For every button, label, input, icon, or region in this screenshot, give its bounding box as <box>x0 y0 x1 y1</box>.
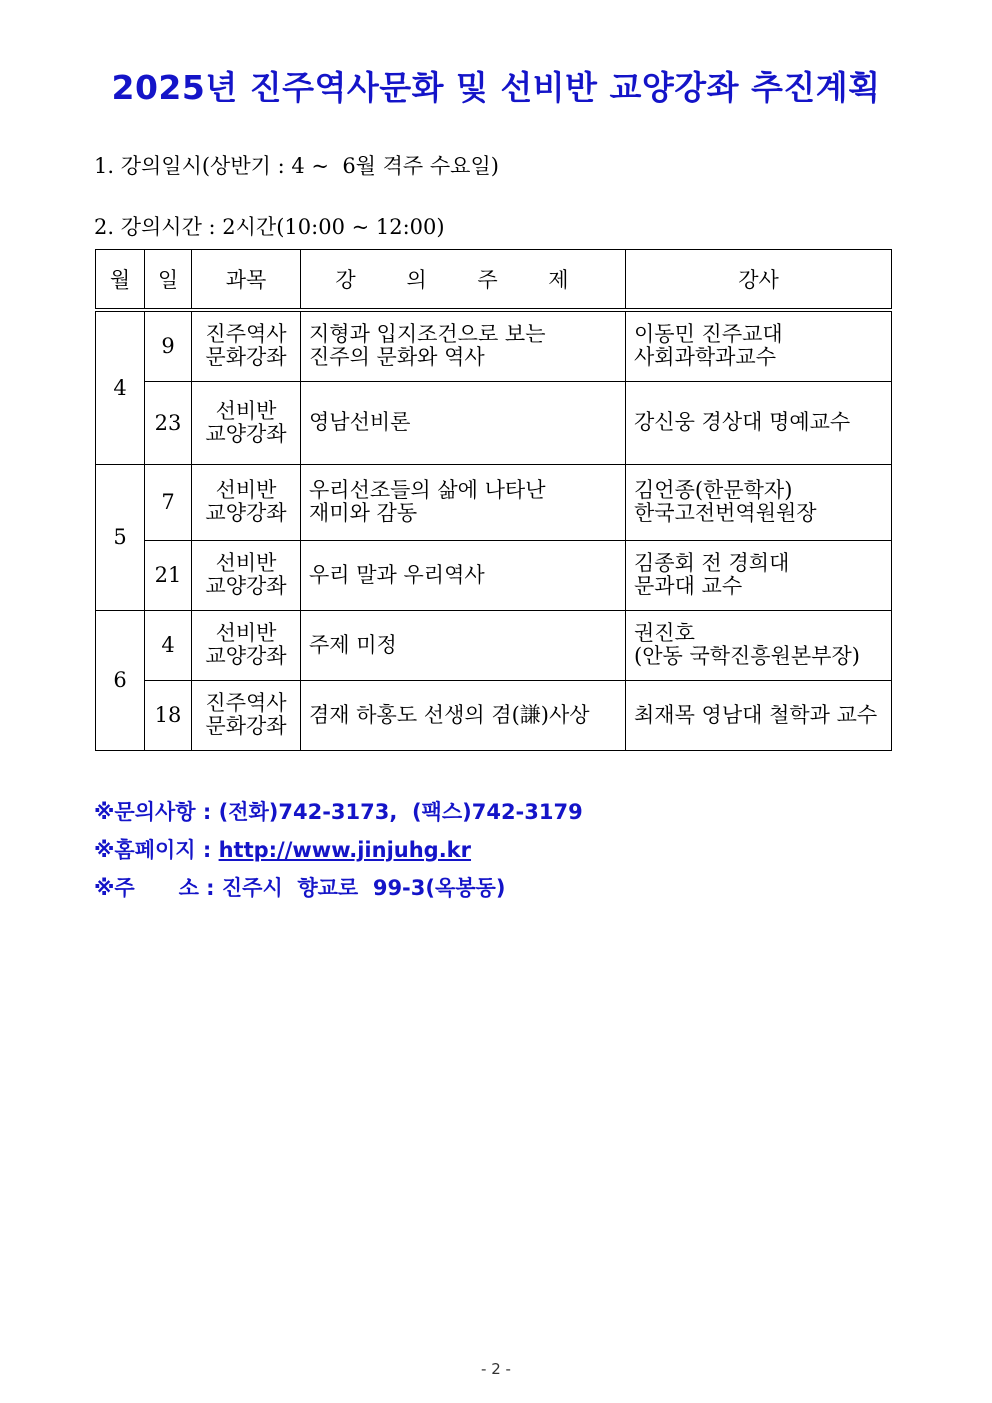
table-row <box>96 381 892 464</box>
header-lecturer: 강사 <box>626 250 892 311</box>
day-cell: 21 <box>145 540 192 610</box>
table-row <box>96 680 892 750</box>
lecturer-cell: 이동민 진주교대 사회과학과교수 <box>626 310 892 381</box>
schedule-line: 1. 강의일시(상반기 : 4 ~ 6월 격주 수요일) <box>94 154 499 178</box>
address-label: ※주 소 : <box>94 876 222 900</box>
subject-cell: 선비반 교양강좌 <box>192 464 301 540</box>
homepage-line <box>94 834 471 864</box>
topic-cell: 지형과 입지조건으로 보는 진주의 문화와 역사 <box>301 310 626 381</box>
topic-cell: 우리 말과 우리역사 <box>301 540 626 610</box>
homepage-link[interactable]: http://www.jinjuhg.kr <box>218 838 472 862</box>
day-cell: 4 <box>145 610 192 680</box>
page-number: - 2 - <box>481 1360 511 1378</box>
header-day: 일 <box>145 250 192 311</box>
header-subject: 과목 <box>192 250 301 311</box>
address-line <box>94 872 505 902</box>
subject-cell: 진주역사 문화강좌 <box>192 680 301 750</box>
address-value: 진주시 향교로 99-3(옥봉동) <box>221 876 506 900</box>
day-cell: 18 <box>145 680 192 750</box>
header-topic: 강 의 주 제 <box>301 250 626 311</box>
lecture-schedule-table <box>95 249 892 751</box>
topic-cell: 겸재 하홍도 선생의 겸(謙)사상 <box>301 680 626 750</box>
header-month: 월 <box>96 250 145 311</box>
month-cell: 5 <box>96 464 145 610</box>
inquiry-value: (전화)742-3173, (팩스)742-3179 <box>218 800 583 824</box>
topic-cell: 우리선조들의 삶에 나타난 재미와 감동 <box>301 464 626 540</box>
subject-cell: 선비반 교양강좌 <box>192 540 301 610</box>
page-title: 2025년 진주역사문화 및 선비반 교양강좌 추진계획 <box>111 68 881 107</box>
month-cell: 6 <box>96 610 145 750</box>
subject-cell: 선비반 교양강좌 <box>192 610 301 680</box>
topic-cell: 영남선비론 <box>301 381 626 464</box>
homepage-label: ※홈페이지 : <box>94 838 219 862</box>
day-cell: 7 <box>145 464 192 540</box>
table-row <box>96 610 892 680</box>
lecturer-cell: 권진호 (안동 국학진흥원본부장) <box>626 610 892 680</box>
lecturer-cell: 김언종(한문학자) 한국고전번역원원장 <box>626 464 892 540</box>
inquiry-label: ※문의사항 : <box>94 800 219 824</box>
table-row <box>96 310 892 381</box>
day-cell: 23 <box>145 381 192 464</box>
topic-cell: 주제 미정 <box>301 610 626 680</box>
lecturer-cell: 김종회 전 경희대 문과대 교수 <box>626 540 892 610</box>
lecturer-cell: 최재목 영남대 철학과 교수 <box>626 680 892 750</box>
day-cell: 9 <box>145 310 192 381</box>
table-header-row <box>96 250 892 311</box>
month-cell: 4 <box>96 310 145 464</box>
table-row <box>96 540 892 610</box>
lecturer-cell: 강신웅 경상대 명예교수 <box>626 381 892 464</box>
subject-cell: 선비반 교양강좌 <box>192 381 301 464</box>
subject-cell: 진주역사 문화강좌 <box>192 310 301 381</box>
table-row <box>96 464 892 540</box>
time-line: 2. 강의시간 : 2시간(10:00 ~ 12:00) <box>94 215 445 239</box>
inquiry-line <box>94 796 583 826</box>
